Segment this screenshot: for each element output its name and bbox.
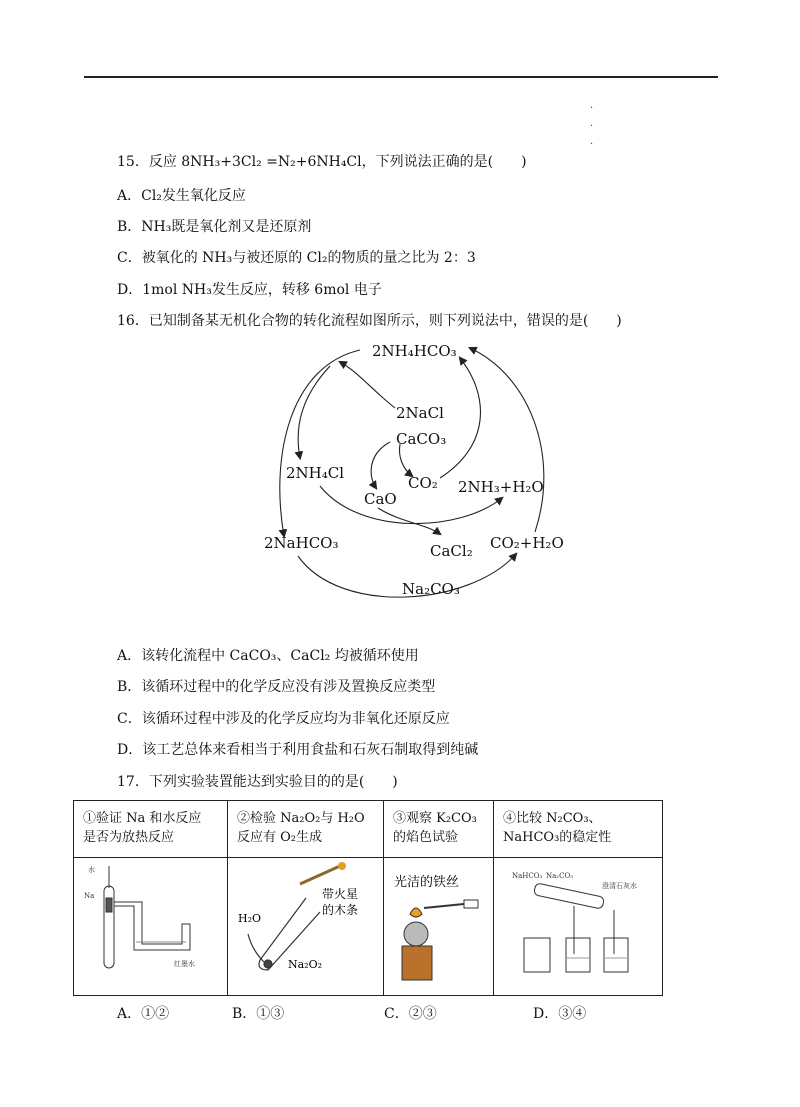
q15-option-b: B．NH₃既是氧化剂又是还原剂 [117, 219, 312, 235]
table-header-divider [74, 857, 662, 858]
margin-dot: · [590, 139, 594, 150]
species-nh4hco3: 2NH₄HCO₃ [372, 342, 457, 360]
header-rule [84, 76, 718, 78]
species-cacl2: CaCl₂ [430, 542, 473, 560]
q17-answer-a: A．①② [117, 1006, 170, 1022]
apparatus-4-drawing [494, 858, 662, 997]
species-na2co3: Na₂CO₃ [402, 580, 460, 598]
label-nahco3: NaHCO₃ [512, 872, 543, 880]
species-nh3-h2o: 2NH₃+H₂O [458, 478, 544, 496]
label-red-ink: 红墨水 [174, 960, 195, 968]
species-nacl: 2NaCl [396, 404, 444, 422]
q17-answer-d: D．③④ [533, 1006, 587, 1022]
q15-option-c: C．被氧化的 NH₃与被还原的 Cl₂的物质的量之比为 2：3 [117, 250, 476, 266]
q15-stem: 15．反应 8NH₃+3Cl₂ =N₂+6NH₄Cl，下列说法正确的是( ) [117, 154, 527, 170]
species-nh4cl: 2NH₄Cl [286, 464, 345, 482]
q16-option-a: A．该转化流程中 CaCO₃、CaCl₂ 均被循环使用 [117, 648, 419, 664]
header-4: ④比较 N₂CO₃、 NaHCO₃的稳定性 [503, 811, 612, 845]
label-na2o2: Na₂O₂ [288, 958, 323, 971]
label-wire: 光洁的铁丝 [394, 875, 460, 890]
q17-answer-b: B．①③ [232, 1006, 285, 1022]
q16-option-d: D．该工艺总体来看相当于利用食盐和石灰石制取得到纯碱 [117, 742, 479, 758]
table-column [228, 801, 384, 995]
q15-option-a: A．Cl₂发生氧化反应 [117, 188, 246, 204]
q16-stem: 16．已知制备某无机化合物的转化流程如图所示，则下列说法中，错误的是( ) [117, 313, 622, 329]
q15-option-d: D．1mol NH₃发生反应，转移 6mol 电子 [117, 282, 382, 298]
apparatus-table [73, 800, 663, 996]
table-column [494, 801, 662, 995]
label-h2o: H₂O [238, 912, 262, 925]
header-2: ②检验 Na₂O₂与 H₂O 反应有 O₂生成 [237, 811, 365, 845]
q16-option-c: C．该循环过程中涉及的化学反应均为非氧化还原反应 [117, 711, 450, 727]
apparatus-1-drawing [74, 858, 228, 997]
label-na: Na [84, 892, 95, 900]
table-column [384, 801, 494, 995]
species-co2-h2o: CO₂+H₂O [490, 534, 564, 552]
header-1: ①验证 Na 和水反应 是否为放热反应 [83, 811, 202, 845]
label-splint-2: 的木条 [322, 903, 359, 917]
species-cao: CaO [364, 490, 397, 508]
species-co2: CO₂ [408, 474, 438, 492]
label-na2co3: Na₂CO₃ [546, 872, 574, 880]
table-column [74, 801, 228, 995]
label-splint-1: 带火星 [322, 887, 359, 901]
margin-dot: · [590, 103, 594, 114]
q17-answer-c: C．②③ [384, 1006, 437, 1022]
label-water: 水 [88, 866, 95, 874]
species-nahco3: 2NaHCO₃ [264, 534, 339, 552]
q16-option-b: B．该循环过程中的化学反应没有涉及置换反应类型 [117, 679, 436, 695]
species-caco3: CaCO₃ [396, 430, 447, 448]
q17-stem: 17．下列实验装置能达到实验目的的是( ) [117, 774, 398, 790]
apparatus-3-drawing [384, 858, 494, 997]
conversion-cycle-diagram [250, 336, 564, 612]
apparatus-2-drawing [228, 858, 384, 997]
header-3: ③观察 K₂CO₃ 的焰色试验 [393, 811, 477, 845]
margin-dot: · [590, 121, 594, 132]
label-limewater: 澄清石灰水 [602, 882, 637, 890]
